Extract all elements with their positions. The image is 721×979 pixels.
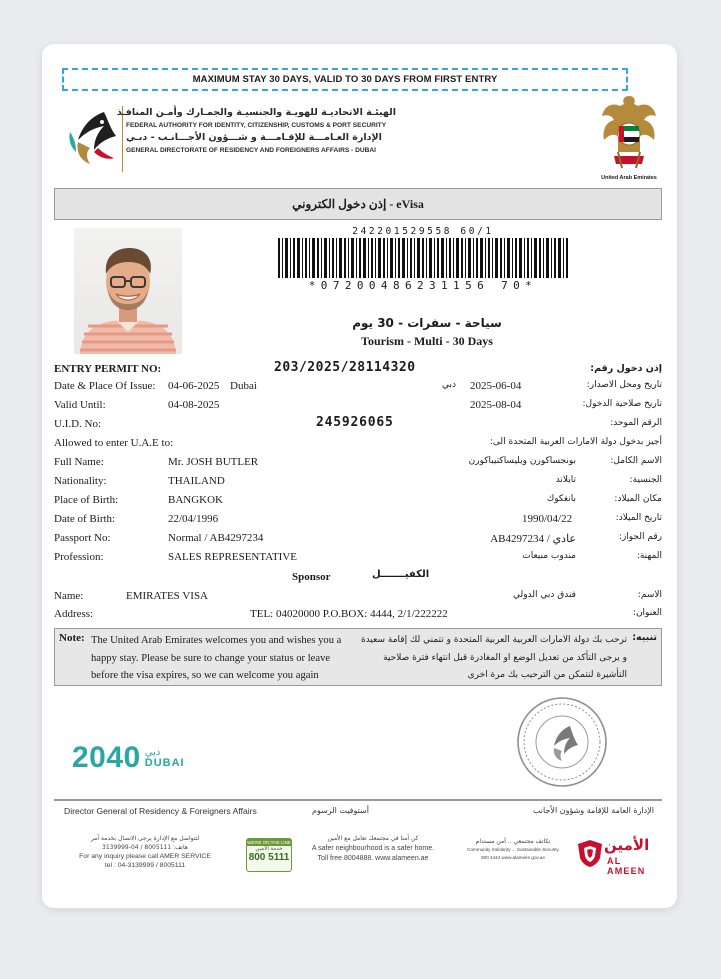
amer-en-2: tel : 04-3139999 / 8005111 bbox=[104, 862, 186, 869]
dob-label-ar: تاريخ الميلاد: bbox=[615, 513, 662, 523]
contact-strip bbox=[54, 834, 662, 894]
safe-en-2: Toll free 8004888. www.alameen.ae bbox=[317, 855, 429, 862]
footer-titles bbox=[54, 806, 662, 820]
authority-en-2: GENERAL DIRECTORATE OF RESIDENCY AND FOREIGNERS AFFAIRS - DUBAI bbox=[126, 147, 376, 154]
authority-ar-2: الإدارة العـامـــة للإقـامـــة و شـــؤون الأجـــانـب - دبـي bbox=[126, 132, 382, 143]
authority-en-1: FEDERAL AUTHORITY FOR IDENTITY, CITIZENSHIP, CUSTOMS & PORT SECURITY bbox=[126, 122, 387, 129]
visa-type-ar: سياحة - سفرات - 30 يوم bbox=[352, 316, 502, 330]
pob-label: Place of Birth: bbox=[54, 494, 119, 506]
uid-row bbox=[54, 415, 662, 435]
nationality-value-ar: تايلاند bbox=[555, 475, 576, 485]
name-label: Full Name: bbox=[54, 456, 104, 468]
fees-paid-label: أستوفيت الرسوم bbox=[312, 806, 369, 815]
passport-label-ar: رقم الجواز: bbox=[618, 532, 662, 542]
sponsor-address-row bbox=[54, 608, 662, 625]
entry-permit-row bbox=[54, 360, 662, 378]
uae-emblem bbox=[597, 92, 661, 182]
uae-eagle-icon bbox=[600, 92, 658, 172]
note-text-ar: ترحب بك دولة الامارات العربية العربية المتحدة و تتمني لك إقامة سعيدة و يرجى التأكد من تعديل الوضع او المغادرة قبل انتهاء فترة صلاحية التأشيرة لنتمكن من الترحيب بك مرة اخرى bbox=[360, 635, 627, 680]
profession-label: Profession: bbox=[54, 551, 104, 563]
passport-value: Normal / AB4297234 bbox=[168, 532, 264, 544]
issue-date: 04-06-2025 bbox=[168, 380, 220, 392]
amer-ar-2: هاتف: 8005111 / 04-3139999 bbox=[102, 844, 188, 851]
allowed-label: Allowed to enter U.A.E to: bbox=[54, 437, 174, 449]
allowed-row bbox=[54, 437, 662, 454]
name-label-ar: الاسم الكامل: bbox=[610, 456, 662, 466]
pob-value-ar: بانغكوك bbox=[546, 494, 576, 504]
valid-date: 04-08-2025 bbox=[168, 399, 220, 411]
safe-ar: كن آمنا في مجتمعك تعامل مع الأمين bbox=[327, 835, 419, 842]
pob-row bbox=[54, 494, 662, 511]
nationality-row bbox=[54, 475, 662, 492]
amer-contact bbox=[60, 834, 230, 870]
name-row bbox=[54, 456, 662, 473]
community-en-2: 800 4444 www.alameen.gov.ae bbox=[481, 855, 545, 860]
sponsor-address-label-ar: العنوان: bbox=[632, 608, 662, 618]
barcode-top-number: 242201529558 60/1 bbox=[352, 226, 494, 237]
sponsor-name-ar: فندق دبي الدولي bbox=[512, 590, 576, 600]
al-ameen-ar: الأمين bbox=[604, 836, 650, 854]
profession-label-ar: المهنة: bbox=[636, 551, 662, 561]
authority-heading bbox=[116, 106, 396, 156]
entry-permit-label: ENTRY PERMIT NO: bbox=[54, 363, 162, 375]
profession-row bbox=[54, 551, 662, 568]
service-800-top: WE'RE ON THE LINE bbox=[247, 840, 291, 845]
visa-document bbox=[42, 44, 677, 908]
dob-row bbox=[54, 513, 662, 530]
dubai-2040-number: 2040 bbox=[72, 741, 141, 774]
note-box bbox=[54, 628, 662, 686]
profession-value: SALES REPRESENTATIVE bbox=[168, 551, 297, 563]
safe-neighbourhood bbox=[298, 834, 448, 864]
sponsor-heading-ar: الكفيـــــــل bbox=[372, 569, 430, 580]
community-security bbox=[458, 838, 568, 862]
sponsor-heading: Sponsor bbox=[292, 571, 331, 583]
issue-place-ar: دبي bbox=[442, 380, 457, 390]
amer-en-1: For any inquiry please call AMER SERVICE bbox=[79, 853, 211, 860]
valid-row bbox=[54, 399, 662, 416]
dubai-2040-en: DUBAI bbox=[144, 757, 185, 769]
pob-value: BANGKOK bbox=[168, 494, 223, 506]
director-general-title: Director General of Residency & Foreigners Affairs bbox=[64, 806, 257, 816]
valid-date-ar: 2025-08-04 bbox=[470, 399, 522, 411]
sponsor-name: EMIRATES VISA bbox=[126, 590, 209, 602]
passport-row bbox=[54, 532, 662, 549]
directorate-title-ar: الإدارة العامة للإقامة وشؤون الأجانب bbox=[532, 806, 654, 815]
uid-label: U.I.D. No: bbox=[54, 418, 102, 430]
community-en-1: Community Solidarity ... Sustainable Security bbox=[467, 847, 559, 852]
emblem-caption: United Arab Emirates bbox=[601, 175, 657, 181]
official-seal-icon bbox=[514, 694, 610, 790]
entry-permit-label-ar: إذن دخول رقم: bbox=[590, 363, 662, 374]
note-text: The United Arab Emirates welcomes you and wishes you a happy stay. Please be sure to change your status or leave before the visa expires, so we can welcome you again bbox=[91, 635, 342, 681]
issue-label-ar: تاريخ ومحل الاصدار: bbox=[586, 380, 662, 390]
nationality-label-ar: الجنسية: bbox=[629, 475, 662, 485]
visa-type-en: Tourism - Multi - 30 Days bbox=[361, 334, 493, 348]
al-ameen-en: AL AMEEN bbox=[607, 856, 646, 876]
dubai-2040-logo bbox=[72, 738, 185, 778]
valid-label-ar: تاريخ صلاحية الدخول: bbox=[582, 399, 662, 409]
issue-place: Dubai bbox=[230, 380, 257, 392]
pob-label-ar: مكان الميلاد: bbox=[614, 494, 662, 504]
al-ameen-shield-icon bbox=[576, 838, 604, 868]
full-name: Mr. JOSH BUTLER bbox=[168, 456, 259, 468]
issue-label: Date & Place Of Issue: bbox=[54, 380, 156, 392]
sponsor-address-label: Address: bbox=[54, 608, 94, 620]
nationality-value: THAILAND bbox=[168, 475, 225, 487]
applicant-photo bbox=[74, 228, 182, 354]
safe-en-1: A safer neighbourhood is a safer home. bbox=[311, 845, 435, 852]
service-800-label: خدمة الأمين bbox=[255, 846, 283, 852]
amer-ar-1: لتتواصل مع الإدارة يرجى الاتصال بخدمة آمر bbox=[90, 835, 200, 842]
sponsor-name-label: Name: bbox=[54, 590, 84, 602]
dob-value-ar: 1990/04/22 bbox=[522, 513, 573, 525]
profession-value-ar: مندوب مبيعات bbox=[522, 551, 576, 561]
falcon-logo-icon bbox=[64, 102, 120, 172]
document-title: إذن دخول الكتروني - eVisa bbox=[54, 188, 662, 220]
passport-value-ar: عادي / AB4297234 bbox=[490, 533, 576, 545]
al-ameen-logo bbox=[574, 834, 660, 874]
dob-value: 22/04/1996 bbox=[168, 513, 219, 525]
sponsor-name-row bbox=[54, 590, 662, 607]
uid-label-ar: الرقم الموحد: bbox=[610, 418, 662, 428]
service-800-number: 800 5111 bbox=[248, 852, 290, 863]
authority-ar-1: الهيئـة الاتحاديـة للهويـة والجنسيـة والجمـارك وأمـن المنافـذ bbox=[116, 107, 396, 118]
sponsor-address: TEL: 04020000 P.O.BOX: 4444, 2/1/222222 bbox=[250, 608, 448, 620]
issue-row bbox=[54, 380, 662, 397]
passport-label: Passport No: bbox=[54, 532, 111, 544]
valid-label: Valid Until: bbox=[54, 399, 106, 411]
barcode-bottom-number: *07200486231156 70* bbox=[308, 279, 538, 292]
full-name-ar: بونجساكورن ويليساكتيباكورن bbox=[468, 456, 576, 466]
allowed-label-ar: أجيز بدخول دولة الامارات العربية المتحدة الى: bbox=[489, 437, 662, 447]
dubai-2040-ar: دبي bbox=[144, 747, 161, 758]
uid-number: 245926065 bbox=[316, 415, 394, 430]
entry-permit-number: 203/2025/28114320 bbox=[274, 360, 416, 375]
service-800-badge bbox=[246, 838, 292, 872]
stay-banner: MAXIMUM STAY 30 DAYS, VALID TO 30 DAYS FROM FIRST ENTRY bbox=[62, 68, 628, 91]
note-label: Note: bbox=[59, 632, 85, 644]
sponsor-name-label-ar: الاسم: bbox=[637, 590, 662, 600]
community-ar: تكاتف مجتمعي .. أمن مستدام bbox=[475, 838, 551, 845]
footer-divider bbox=[54, 799, 662, 801]
barcode-icon bbox=[278, 238, 568, 278]
nationality-label: Nationality: bbox=[54, 475, 107, 487]
dob-label: Date of Birth: bbox=[54, 513, 116, 525]
issue-date-ar: 2025-06-04 bbox=[470, 380, 522, 392]
note-label-ar: تنبيه: bbox=[632, 632, 657, 643]
